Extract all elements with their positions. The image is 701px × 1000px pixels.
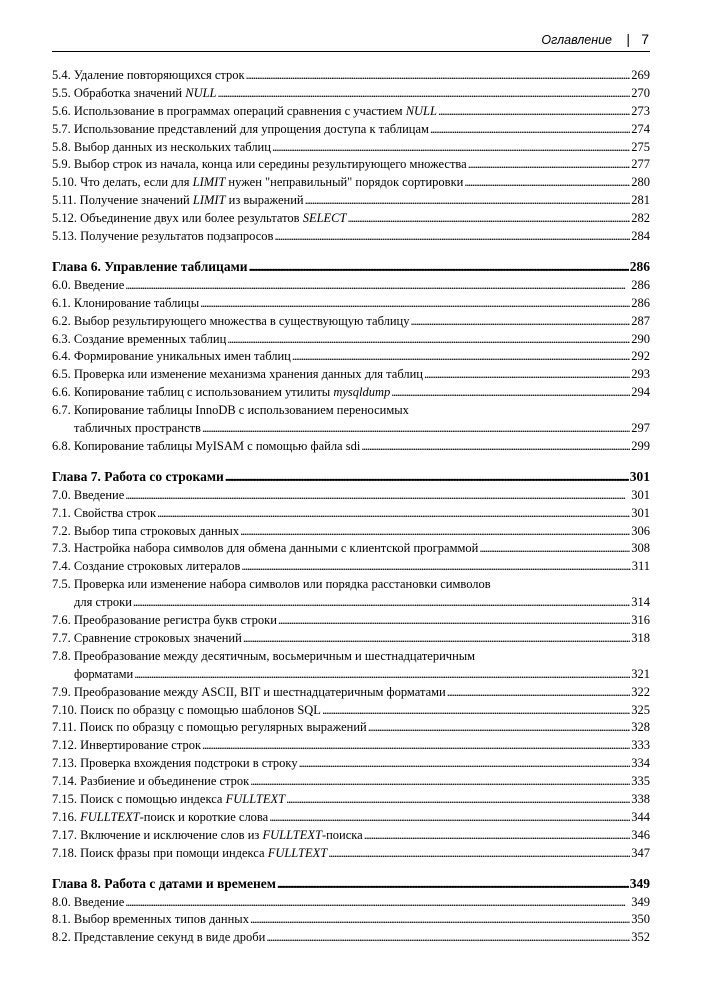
toc-entry-title: Преобразование регистра букв строки [73,613,277,628]
dot-leader [125,277,630,295]
toc-entry-title: форматами [74,666,134,681]
toc-entry-number: 6.2. [52,313,71,328]
dot-leader [202,420,630,438]
dot-leader [292,348,630,366]
toc-chapter-8 [52,874,650,894]
toc-entry-page: 301 [631,505,650,520]
toc-entry-title: Разбиение и объединение строк [80,774,250,789]
toc-entry-number: 8.0. [52,894,71,909]
toc-entry-title: Копирование таблиц с использованием утилиты [73,385,334,400]
toc-chapter-page: 286 [629,258,650,274]
toc-entry-title-code: FULLTEXT [267,845,328,860]
toc-entry-number: 7.18. [52,845,77,860]
toc-entry-page: 294 [631,385,650,400]
toc-entry-6-1 [52,295,650,313]
toc-entry-title: Удаление повторяющихся строк [73,68,245,82]
toc-entry-6-7-line2 [52,420,650,438]
toc-entry-number: 7.8. [52,648,71,663]
toc-entry-page: 344 [631,809,650,824]
dot-leader [269,809,630,827]
toc-entry-title: -поиск и короткие слова [139,809,269,824]
toc-entry-page: 273 [631,103,650,118]
dot-leader [464,174,630,192]
toc-entry-number: 6.5. [52,367,71,382]
toc-entry-title: Свойства строк [73,505,157,520]
toc-entry-number: 7.9. [52,684,71,699]
toc-entry-7-8-line1 [52,648,650,666]
toc-entry-number: 7.7. [52,630,71,645]
toc-entry-number: 6.6. [52,385,71,400]
toc-entry-number: 7.3. [52,541,71,556]
toc-entry-title: Копирование таблицы InnoDB с использованием переносимых [73,403,409,418]
toc-entry-number: 7.10. [52,702,77,717]
dot-leader [133,594,630,612]
dot-leader [246,67,631,85]
toc-entry-8-0 [52,894,650,912]
dot-leader [266,929,630,947]
dot-leader [364,827,631,845]
toc-entry-title: Введение [73,487,125,502]
toc-entry-title: для строки [74,595,132,610]
toc-entry-page: 334 [631,756,650,771]
toc-entry-5-5 [52,85,650,103]
toc-entry-7-13 [52,755,650,773]
toc-entry-page: 306 [631,523,650,538]
toc-entry-page: 338 [631,791,650,806]
toc-entry-page: 277 [631,157,650,172]
toc-entry-7-18 [52,845,650,863]
toc-entry-title: Поиск фразы при помощи индекса [80,845,268,860]
toc-entry-number: 7.13. [52,756,77,771]
toc-entry-page: 346 [631,827,650,842]
running-header-separator: | [626,31,630,47]
toc-entry-number: 7.15. [52,791,77,806]
toc-entry-7-15 [52,791,650,809]
toc-entry-page: 308 [631,541,650,556]
dot-leader [286,791,630,809]
toc-entry-number: 7.0. [52,487,71,502]
toc-entry-title: Объединение двух или более результатов [80,211,303,226]
toc-entry-title: Клонирование таблицы [73,295,200,310]
toc-entry-6-0 [52,277,650,295]
toc-entry-number: 5.6. [52,103,71,118]
toc-chapter-7 [52,467,650,487]
toc-entry-7-4 [52,558,650,576]
toc-entry-page: 293 [631,367,650,382]
toc-entry-title: Что делать, если для [80,175,193,190]
toc-entry-title: из выражений [225,193,304,208]
dot-leader [361,438,630,456]
toc-entry-title: Получение результатов подзапросов [80,229,274,244]
toc-entry-title: Выбор результирующего множества в существующую таблицу [73,313,410,328]
toc-entry-page: 286 [631,295,650,310]
toc-entry-number: 5.4. [52,68,71,82]
toc-entry-5-11 [52,192,650,210]
toc-chapter-page: 301 [629,468,650,484]
toc-entry-7-14 [52,773,650,791]
toc-entry-8-1 [52,911,650,929]
toc-entry-title: Использование в программах операций сравнения с участием [73,103,406,118]
toc-entry-6-4 [52,348,650,366]
toc-entry-title: нужен "неправильный" порядок сортировки [225,175,464,190]
toc-entry-page: 284 [631,229,650,244]
toc-entry-title: Проверка вхождения подстроки в строку [80,756,298,771]
toc-entry-number: 8.2. [52,930,71,945]
toc-entry-page: 286 [631,277,650,292]
toc-entry-number: 7.12. [52,738,77,753]
toc-entry-page: 311 [631,559,650,574]
toc-entry-number: 6.1. [52,295,71,310]
dot-leader [305,192,631,210]
toc-entry-number: 6.7. [52,403,71,418]
toc-entry-7-17 [52,827,650,845]
toc-entry-6-5 [52,366,650,384]
toc-entry-title: Копирование таблицы MyISAM с помощью файла sdi [73,438,361,453]
toc-entry-title: Сравнение строковых значений [73,630,242,645]
toc-entry-title: табличных пространств [74,421,201,436]
toc-entry-page: 318 [631,630,650,645]
toc-entry-7-7 [52,630,650,648]
toc-entry-page: 292 [631,349,650,364]
running-header-title: Оглавление [541,33,612,47]
toc-entry-title-code: FULLTEXT [80,809,140,824]
toc-entry-number: 7.6. [52,613,71,628]
dot-leader [243,630,630,648]
toc-entry-number: 7.16. [52,809,77,824]
dot-leader [328,845,630,863]
dot-leader [202,737,630,755]
dot-leader [227,331,630,349]
toc-entry-7-3 [52,540,650,558]
toc-entry-number: 5.5. [52,85,71,100]
toc-entry-title: Поиск с помощью индекса [80,791,226,806]
dot-leader [225,467,629,485]
toc-entry-title-code: FULLTEXT [225,791,286,806]
toc-entry-number: 5.9. [52,157,71,172]
toc-entry-6-8 [52,438,650,456]
toc-entry-number: 5.7. [52,121,71,136]
dot-leader [240,523,630,541]
toc-entry-5-6 [52,103,650,121]
dot-leader [200,295,630,313]
dot-leader [250,911,630,929]
toc-entry-page: 270 [631,85,650,100]
toc-entry-title: Использование представлений для упрощения доступа к таблицам [73,121,429,136]
toc-entry-7-9 [52,684,650,702]
toc-entry-title-code: mysqldump [333,385,391,400]
toc-entry-number: 6.4. [52,349,71,364]
dot-leader [447,684,631,702]
toc-entry-number: 7.14. [52,774,77,789]
running-header [52,26,650,52]
toc-chapter-6 [52,257,650,277]
toc-entry-number: 5.10. [52,175,77,190]
toc-entry-number: 7.2. [52,523,71,538]
dot-leader [125,894,630,912]
toc-entry-5-13 [52,228,650,246]
toc-entry-page: 290 [631,331,650,346]
toc-entry-number: 6.3. [52,331,71,346]
table-of-contents [52,67,650,947]
dot-leader [249,257,629,275]
toc-chapter-title: Глава 6. Управление таблицами [52,258,248,274]
toc-entry-number: 7.1. [52,505,71,520]
toc-entry-title: Выбор данных из нескольких таблиц [73,139,271,154]
toc-entry-title: Поиск по образцу с помощью шаблонов SQL [80,702,321,717]
toc-entry-title: Включение и исключение слов из [80,827,263,842]
toc-entry-title: Выбор типа строковых данных [73,523,240,538]
dot-leader [134,666,630,684]
toc-entry-title: Создание временных таблиц [73,331,227,346]
toc-entry-8-2 [52,929,650,947]
toc-entry-page: 301 [631,487,650,502]
dot-leader [411,313,631,331]
toc-entry-7-8-line2 [52,666,650,684]
toc-entry-page: 350 [631,912,650,927]
toc-entry-title: Проверка или изменение набора символов или порядка расстановки символов [73,577,491,592]
toc-entry-page: 297 [631,421,650,436]
toc-entry-number: 8.1. [52,912,71,927]
toc-entry-title: Обработка значений [73,85,186,100]
toc-chapter-page: 349 [629,875,650,891]
toc-entry-page: 328 [631,720,650,735]
toc-entry-title: Получение значений [79,193,193,208]
toc-entry-5-7 [52,121,650,139]
toc-entry-page: 314 [631,595,650,610]
dot-leader [479,540,630,558]
toc-entry-6-6 [52,384,650,402]
toc-entry-title: Выбор временных типов данных [73,912,249,927]
toc-entry-number: 6.8. [52,438,71,453]
toc-entry-page: 335 [631,774,650,789]
toc-entry-7-16 [52,809,650,827]
toc-entry-title: Инвертирование строк [80,738,202,753]
dot-leader [125,487,630,505]
toc-entry-page: 349 [631,894,650,909]
toc-entry-title: Преобразование между ASCII, BIT и шестнадцатеричным форматами [73,684,446,699]
toc-entry-number: 5.11. [52,193,77,208]
dot-leader [430,121,630,139]
toc-entry-page: 281 [631,193,650,208]
dot-leader [424,366,630,384]
toc-entry-7-0 [52,487,650,505]
toc-entry-page: 282 [631,211,650,226]
toc-entry-title: Проверка или изменение механизма хранения данных для таблиц [73,367,423,382]
toc-entry-page: 333 [631,738,650,753]
toc-entry-number: 7.5. [52,577,71,592]
toc-entry-number: 5.12. [52,211,77,226]
toc-entry-page: 274 [631,121,650,136]
toc-entry-5-12 [52,210,650,228]
dot-leader [438,103,630,121]
toc-entry-title: Настройка набора символов для обмена данными с клиентской программой [73,541,479,556]
toc-entry-6-2 [52,313,650,331]
dot-leader [277,874,629,892]
toc-entry-page: 347 [631,845,650,860]
dot-leader [241,558,630,576]
toc-entry-7-12 [52,737,650,755]
toc-entry-7-1 [52,505,650,523]
toc-entry-page: 352 [631,930,650,945]
toc-entry-title-code: LIMIT [192,193,226,208]
toc-entry-title-code: SELECT [302,211,347,226]
toc-entry-title: Поиск по образцу с помощью регулярных выражений [79,720,367,735]
dot-leader [157,505,630,523]
toc-entry-page: 325 [631,702,650,717]
page-number: 7 [641,31,649,47]
dot-leader [368,719,631,737]
toc-entry-6-3 [52,331,650,349]
toc-entry-page: 321 [631,666,650,681]
toc-entry-page: 322 [631,684,650,699]
toc-entry-title: Представление секунд в виде дроби [73,930,266,945]
toc-entry-7-6 [52,612,650,630]
toc-entry-6-7-line1 [52,402,650,420]
toc-entry-7-5-line2 [52,594,650,612]
toc-entry-title: Формирование уникальных имен таблиц [73,349,291,364]
toc-entry-7-11 [52,719,650,737]
toc-entry-5-4 [52,67,650,85]
toc-entry-7-2 [52,523,650,541]
toc-entry-page: 316 [631,613,650,628]
toc-entry-7-10 [52,702,650,720]
toc-chapter-title: Глава 7. Работа со строками [52,468,224,484]
toc-chapter-title: Глава 8. Работа с датами и временем [52,875,276,891]
dot-leader [468,156,631,174]
toc-entry-title-code: NULL [405,103,437,118]
toc-entry-page: 275 [631,139,650,154]
toc-entry-number: 7.11. [52,720,77,735]
dot-leader [250,773,630,791]
toc-entry-7-5-line1 [52,576,650,594]
toc-entry-number: 7.17. [52,827,77,842]
toc-entry-page: 269 [631,68,650,82]
toc-entry-page: 287 [631,313,650,328]
toc-entry-page: 280 [631,175,650,190]
dot-leader [299,755,631,773]
toc-entry-title: Введение [73,894,125,909]
toc-entry-page: 299 [631,438,650,453]
dot-leader [278,612,630,630]
toc-entry-title-code: NULL [185,85,217,100]
dot-leader [322,702,630,720]
dot-leader [347,210,630,228]
toc-entry-5-10 [52,174,650,192]
toc-entry-title-code: FULLTEXT [262,827,322,842]
toc-entry-title: Создание строковых литералов [73,559,241,574]
toc-entry-5-9 [52,156,650,174]
toc-entry-number: 7.4. [52,559,71,574]
toc-entry-title: Введение [73,277,125,292]
toc-entry-5-8 [52,139,650,157]
toc-entry-title-code: LIMIT [192,175,226,190]
dot-leader [272,139,630,157]
dot-leader [274,228,630,246]
toc-entry-title: Выбор строк из начала, конца или середины результирующего множества [73,157,467,172]
toc-entry-number: 5.8. [52,139,71,154]
toc-entry-title: -поиска [321,827,363,842]
dot-leader [391,384,630,402]
dot-leader [218,85,631,103]
toc-entry-number: 6.0. [52,277,71,292]
toc-entry-number: 5.13. [52,229,77,244]
toc-entry-title: Преобразование между десятичным, восьмеричным и шестнадцатеричным [73,648,476,663]
